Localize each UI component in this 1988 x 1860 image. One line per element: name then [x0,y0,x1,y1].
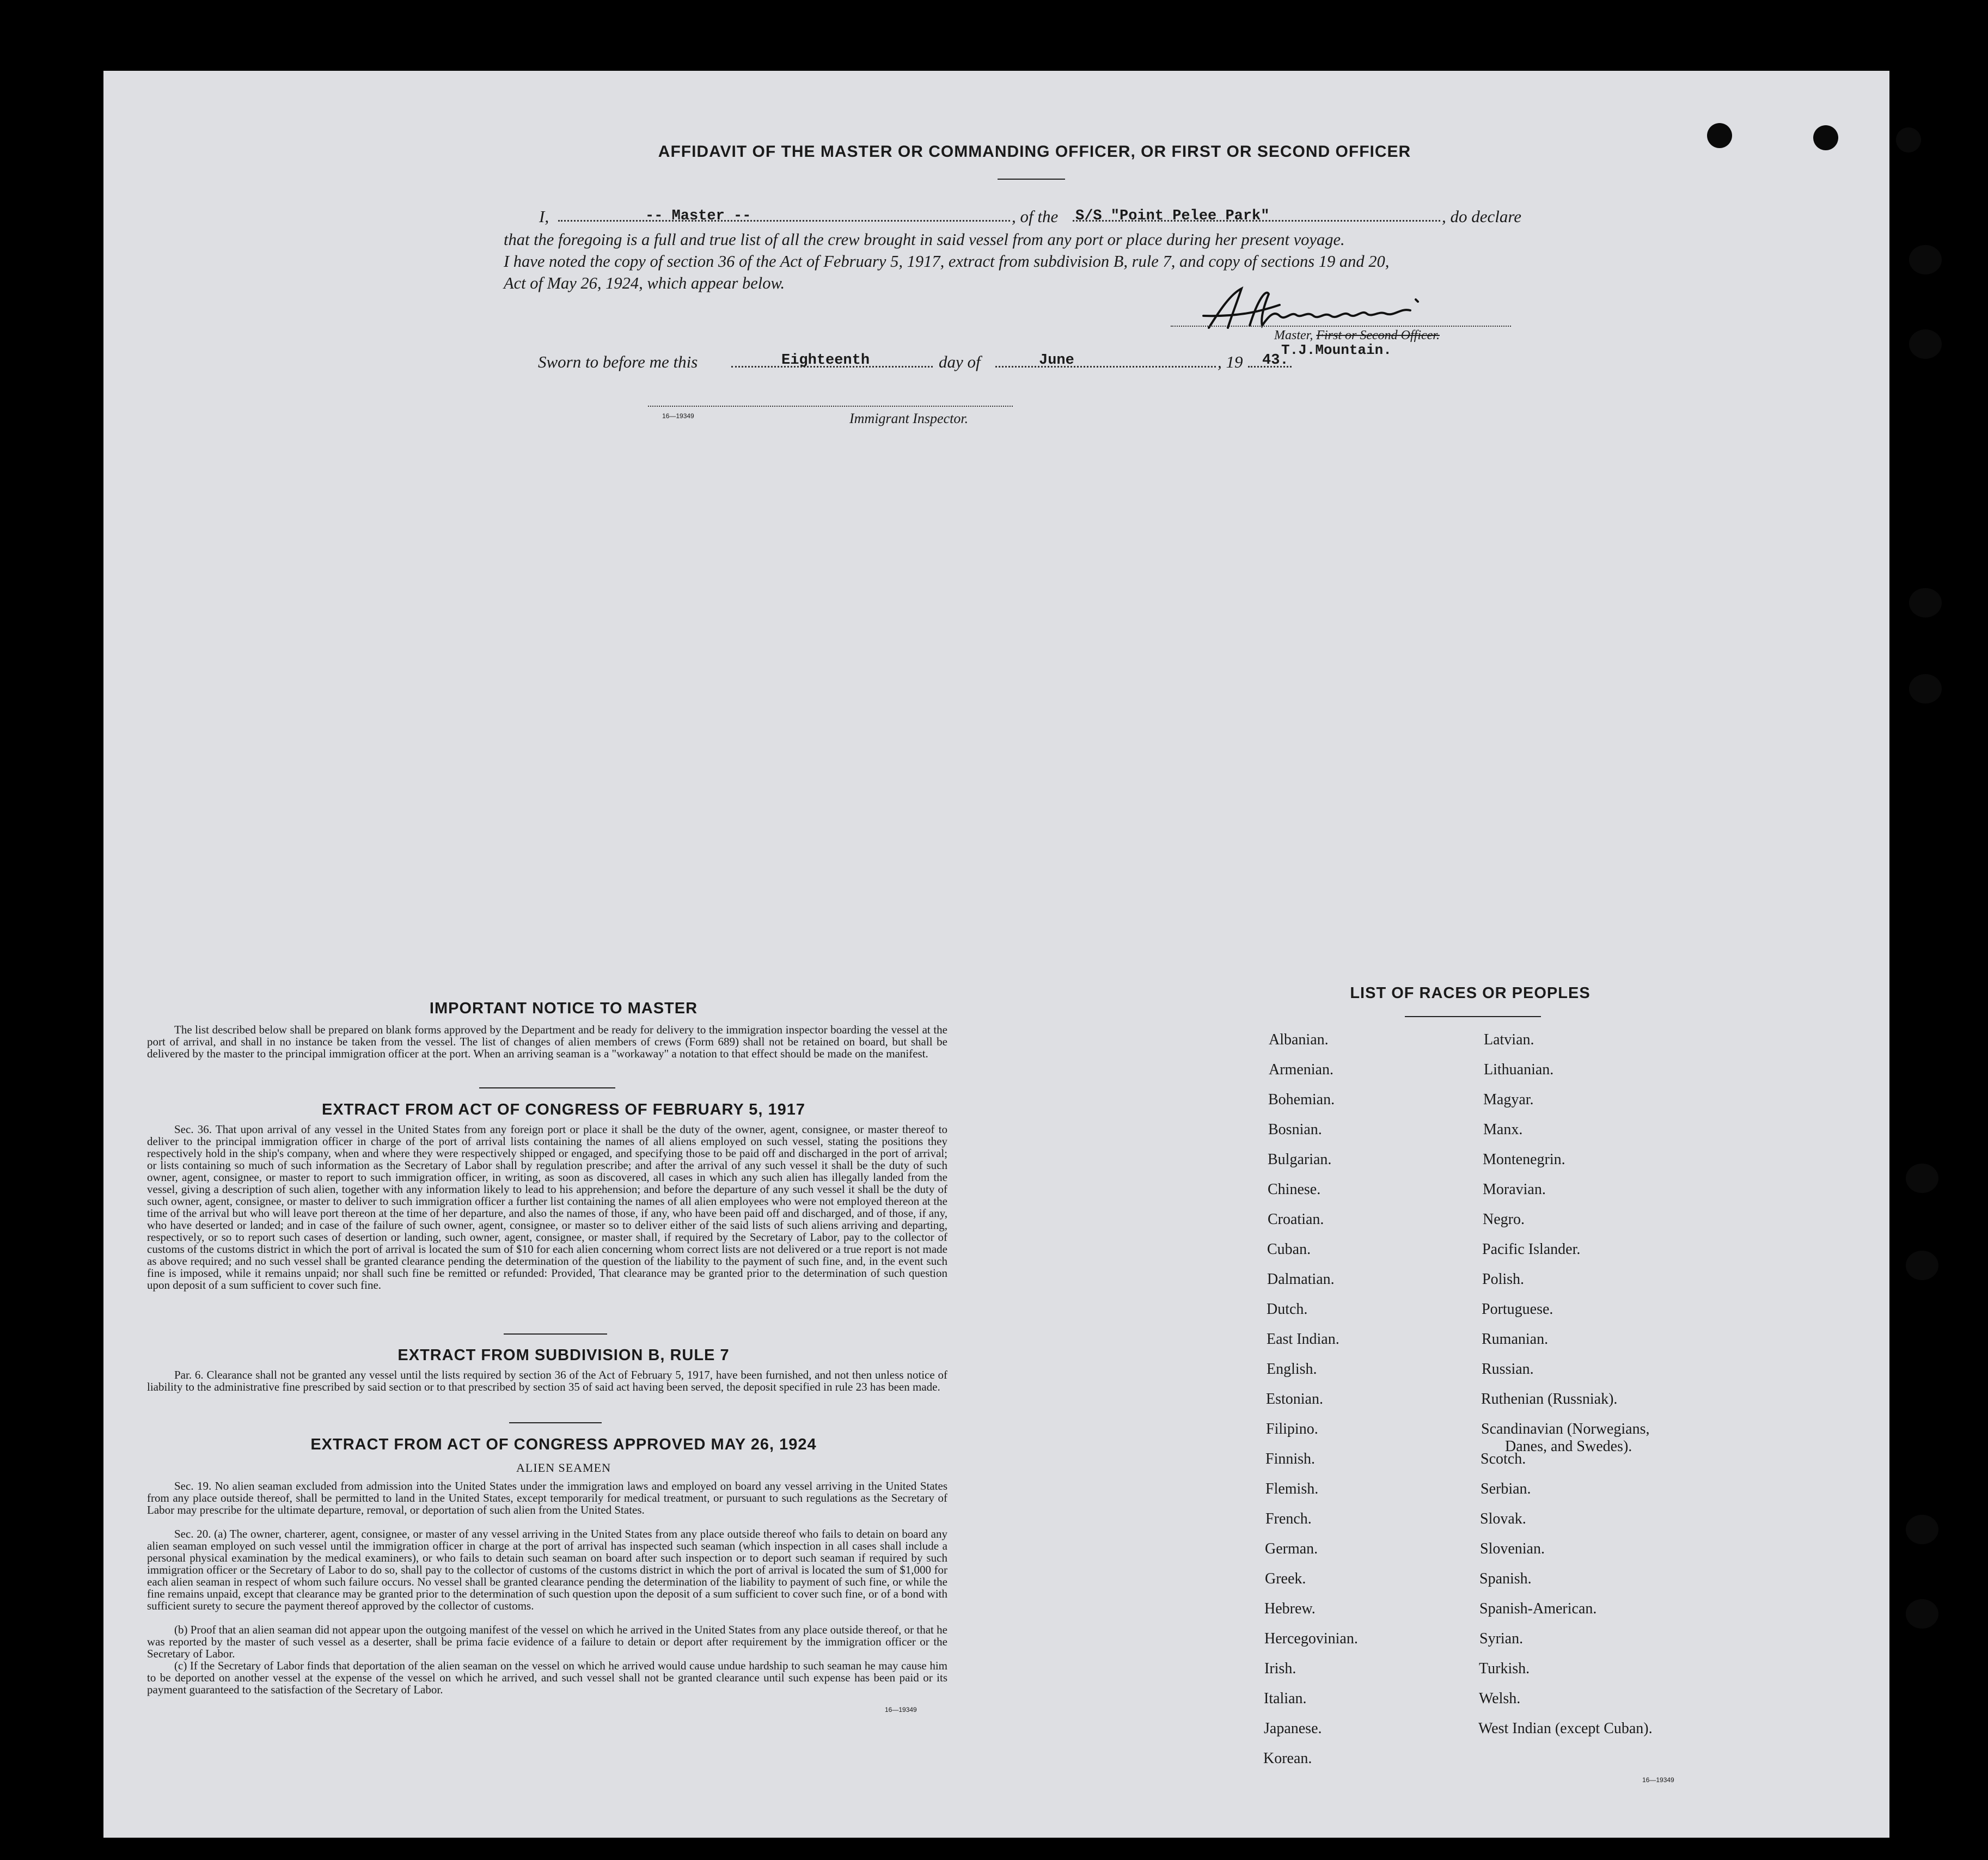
race-item: Spanish. [1479,1570,1532,1587]
notice-text: The list described below shall be prepared on blank forms approved by the Department and be ready for delivery to the immigration inspector boarding the vessel at the port of arrival, and shall in no instance be taken from the vessel. The list of changes of alien members of crews (Form 689) shall not be retained on board, but shall be delivered by the master to the principal immigration officer at the port. When an arriving seaman is a "workaway" a notation to that effect should be made on the manifest. [147,1023,947,1060]
race-item: Hercegovinian. [1264,1630,1358,1647]
race-item: Negro. [1483,1211,1525,1228]
race-item: Scotch. [1481,1451,1526,1467]
extract-1924-sec19: Sec. 19. No alien seaman excluded from admission into the United States under the immigration laws and employed on board any vessel arriving in the United States from any place outside thereof, shall be permitted to land in the United States, except temporarily for medical treatment, or pursuant to such regulations as the Secretary of Labor may prescribe for the ultimate departure, removal, or deportation of such alien from the United States. [147,1479,947,1516]
race-item: Croatian. [1268,1211,1324,1228]
officer-blank [558,220,1010,222]
race-item: Slovenian. [1480,1540,1545,1557]
race-item: Rumanian. [1482,1331,1549,1348]
day-of-label: day of [939,352,981,371]
race-item: Dalmatian. [1267,1271,1335,1288]
race-item: Finnish. [1265,1451,1316,1467]
race-item: Slovak. [1480,1510,1526,1527]
affidavit-line-2: that the foregoing is a full and true list of all the crew brought in said vessel from any port or place during her present voyage. [504,230,1345,249]
race-item: French. [1265,1510,1312,1527]
affidavit-i-label: I, [539,207,549,226]
race-item: Manx. [1483,1121,1523,1138]
punch-hole [1906,1515,1938,1544]
race-item: Pacific Islander. [1482,1241,1581,1258]
race-item: German. [1265,1540,1318,1557]
divider [504,1333,607,1335]
race-item: Irish. [1264,1660,1296,1677]
divider [479,1087,615,1088]
race-item: Bohemian. [1268,1091,1335,1108]
extract-1917-text: Sec. 36. That upon arrival of any vessel in the United States from any foreign port or place it shall be the duty of the owner, agent, consignee, or master thereof to deliver to the principal immigration officer in charge of the port of arrival lists containing the names of all aliens employed on such vessel, stating the positions they respectively hold in the ship's company, when and where they were respectively shipped or engaged, and specifying those to be paid off and discharged in the port of arrival; or lists containing so much of such information as the Secretary of Labor shall by regulation prescribe; and after the arrival of any such vessel it shall be the duty of such owner, agent, consignee, or master to report to such immigration officer, in writing, as soon as discovered, all cases in which any such alien has illegally landed from the vessel, giving a description of such alien, together with any information likely to lead to his apprehension; and before the departure of any such vessel it shall be the duty of such owner, agent, consignee, or master to deliver to such immigration officer a further list containing the names of all alien employees who were not employed thereon at the time of the arrival but who will leave port thereon at the time of her departure, and also the names of those, if any, who have been paid off and discharged, and of those, if any, who have deserted or landed; and in case of the failure of such owner, agent, consignee, or master so to deliver either of the said lists of such aliens arriving and departing, respectively, or so to report such cases of desertion or landing, such owner, agent, consignee, or master shall, if required by the Secretary of Labor, pay to the collector of customs of the customs district in which the port of arrival is located the sum of $10 for each alien concerning whom correct lists are not delivered or a true report is not made as above required; and no such vessel shall be granted clearance pending the determination of the question of the liability to the payment of such fine, and, in the event such fine is imposed, while it remains unpaid; nor shall such fine be remitted or refunded: Provided, That clearance may be granted prior to the determination of such question upon deposit of a sum sufficient to cover such fine. [147,1123,947,1292]
vessel-typed: S/S "Point Pelee Park" [1075,208,1270,224]
race-item: Armenian. [1269,1061,1334,1078]
race-item: Russian. [1482,1361,1534,1378]
race-item: Turkish. [1479,1660,1530,1677]
punch-hole [1906,1164,1938,1193]
races-form-number: 16—19349 [1642,1776,1674,1784]
punch-hole [1909,245,1942,274]
punch-hole [1906,1251,1938,1280]
race-item: English. [1267,1361,1317,1378]
caption-master: Master, [1274,328,1317,342]
affidavit-form-number: 16—19349 [662,412,694,420]
extract-1924-sec20a: Sec. 20. (a) The owner, charterer, agent, consignee, or master of any vessel arriving in the United States from any place outside thereof who fails to detain on board any alien seaman employed on such vessel until the immigration officer in charge at the port of arrival has inspected such seaman (which inspection in all cases shall include a personal physical examination by the medical examiners), or who fails to detain such seaman on board after such inspection or to deport such seaman if required by such immigration officer or the Secretary of Labor to do so, shall pay to the collector of customs of the customs district in which the port of arrival is located the sum of $1,000 for each alien seaman in respect of whom such failure occurs. No vessel shall be granted clearance pending the determination of the liability to payment of such fine, or while the fine remains unpaid, except that clearance may be granted prior to the determination of such question upon the deposit of a sum sufficient to cover such fine, or of a bond with sufficient surety to secure the payment thereof approved by the collector of customs. [147,1527,947,1612]
affidavit-line-3: I have noted the copy of section 36 of the Act of February 5, 1917, extract from subdivision B, rule 7, and copy of sections 19 and 20, [504,252,1390,271]
race-item: Spanish-American. [1479,1600,1597,1617]
races-title: LIST OF RACES OR PEOPLES [1350,984,1591,1002]
race-item: West Indian (except Cuban). [1478,1720,1653,1737]
race-item: Korean. [1263,1750,1312,1767]
month-blank [995,366,1216,368]
signatory-typed: T.J.Mountain. [1281,342,1392,358]
punch-hole [1707,123,1732,148]
extract-form-number: 16—19349 [885,1706,917,1714]
inspector-caption: Immigrant Inspector. [849,411,969,426]
race-item: Chinese. [1268,1181,1321,1198]
inspector-line [648,406,1013,407]
race-item: Filipino. [1266,1421,1318,1437]
punch-hole [1906,1599,1938,1629]
divider [509,1422,602,1423]
affidavit-title: AFFIDAVIT OF THE MASTER OR COMMANDING OFFICER, OR FIRST OR SECOND OFFICER [658,143,1411,161]
extract-1924-title: EXTRACT FROM ACT OF CONGRESS APPROVED MAY 26, 1924 [310,1436,817,1453]
notice-title: IMPORTANT NOTICE TO MASTER [429,1000,698,1017]
race-item: Hebrew. [1264,1600,1316,1617]
race-item: Dutch. [1267,1301,1308,1318]
punch-hole [1909,674,1942,703]
title-underline [998,179,1065,180]
affidavit-do-declare: , do declare [1442,207,1522,226]
signature-line [1171,326,1511,327]
affidavit-line-4: Act of May 26, 1924, which appear below. [504,274,785,292]
affidavit-of-the: , of the [1012,207,1059,226]
race-item: Japanese. [1264,1720,1322,1737]
race-item: Syrian. [1479,1630,1524,1647]
race-item: Welsh. [1479,1690,1521,1707]
race-item: Bulgarian. [1268,1151,1332,1168]
race-item: Greek. [1265,1570,1306,1587]
rule7-title: EXTRACT FROM SUBDIVISION B, RULE 7 [397,1347,730,1364]
race-item: Cuban. [1267,1241,1311,1258]
races-underline [1405,1016,1541,1017]
race-item: Flemish. [1265,1480,1319,1497]
race-item: Portuguese. [1482,1301,1553,1318]
sworn-label: Sworn to before me this [538,352,698,371]
officer-typed: -- Master -- [645,208,751,224]
day-typed: Eighteenth [781,352,870,369]
race-item: Polish. [1482,1271,1525,1288]
extract-1924-sec20b: (b) Proof that an alien seaman did not appear upon the outgoing manifest of the vessel on which he arrived in the United States from any place outside thereof, or that he was reported by the master of such vessel as a deserter, shall be prima facie evidence of a failure to detain or deport after requirement by the immigration officer or the Secretary of Labor. [147,1623,947,1660]
extract-1917-title: EXTRACT FROM ACT OF CONGRESS OF FEBRUARY 5, 1917 [321,1101,806,1118]
punch-hole [1909,329,1942,359]
race-item: Montenegrin. [1483,1151,1565,1168]
race-item: Bosnian. [1268,1121,1322,1138]
race-item: Albanian. [1269,1031,1329,1048]
year-typed: 43. [1262,352,1289,369]
extract-1924-sec20c: (c) If the Secretary of Labor finds that deportation of the alien seaman on the vessel on which he arrived would cause undue hardship to such seaman he may cause him to be deported on another vessel at the expense of the vessel on which he arrived, and such vessel shall not be granted clearance until such expense has been paid or its payment guaranteed to the satisfaction of the Secretary of Labor. [147,1659,947,1696]
race-item: Moravian. [1483,1181,1546,1198]
punch-hole [1896,127,1921,152]
race-item: Ruthenian (Russniak). [1481,1391,1618,1408]
punch-hole [1813,125,1838,150]
month-typed: June [1039,352,1074,369]
race-item: Estonian. [1266,1391,1323,1408]
race-item: Latvian. [1484,1031,1534,1048]
signature-caption [1274,328,1440,343]
caption-struck: First or Second Officer. [1316,328,1440,342]
race-item: Italian. [1264,1690,1307,1707]
race-item: Magyar. [1483,1091,1534,1108]
year-prefix: , 19 [1218,352,1243,371]
rule7-text: Par. 6. Clearance shall not be granted any vessel until the lists required by section 36 of the Act of February 5, 1917, have been furnished, and not then unless notice of liability to the administrative fine prescribed by said section or to that prescribed by section 35 of said act having been served, the deposit specified in rule 23 has been made. [147,1368,947,1393]
race-item: Scandinavian (Norwegians, [1481,1421,1650,1437]
race-item: Serbian. [1481,1480,1531,1497]
punch-hole [1909,588,1942,617]
extract-1924-subtitle: ALIEN SEAMEN [516,1461,611,1474]
race-item: Danes, and Swedes). [1505,1438,1632,1455]
race-item: East Indian. [1267,1331,1339,1348]
race-item: Lithuanian. [1484,1061,1554,1078]
